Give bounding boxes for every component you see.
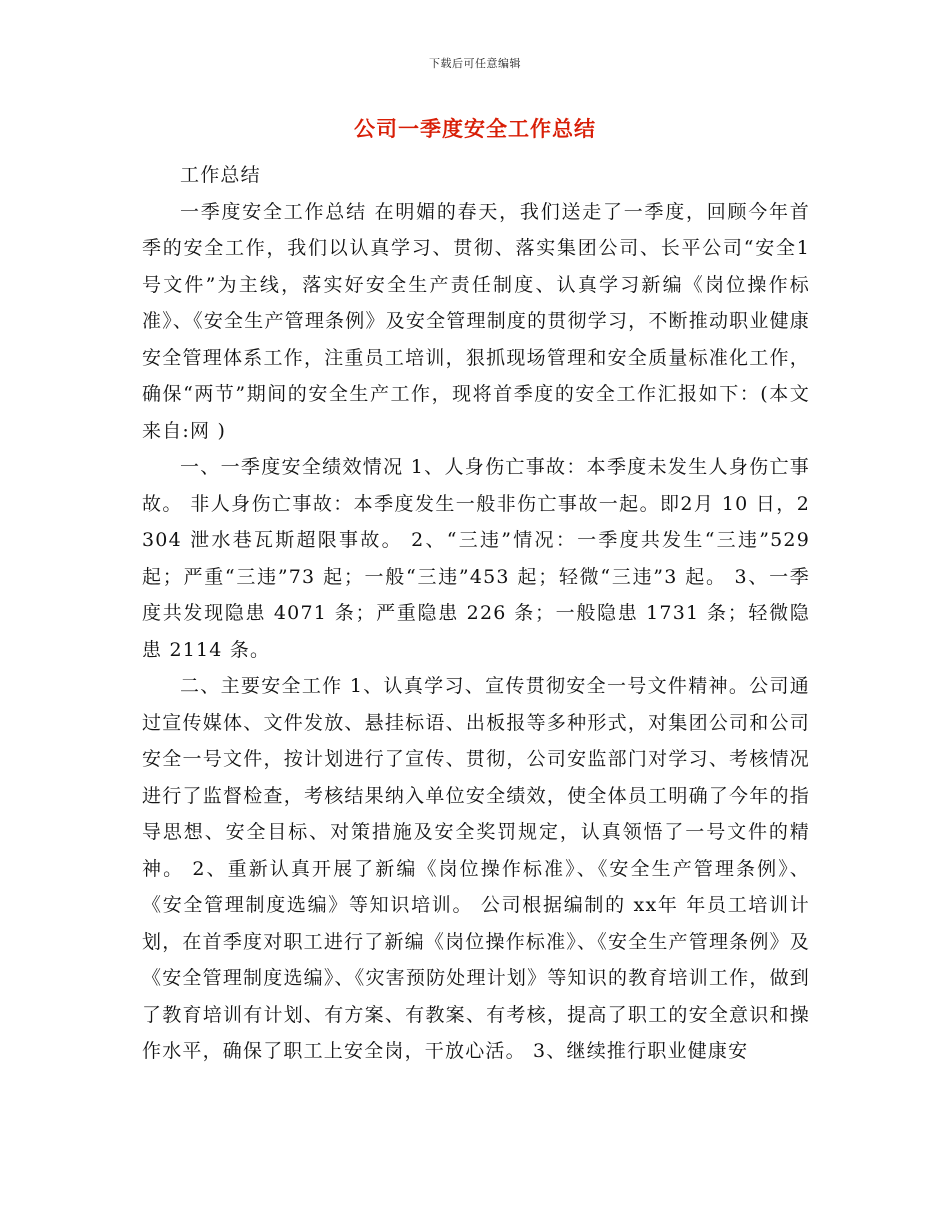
paragraph-main-work: 二、主要安全工作 1、认真学习、宣传贯彻安全一号文件精神。公司通过宣传媒体、文件发放、悬挂标语、出板报等多种形式，对集团公司和公司安全一号文件，按计划进行了宣传、贯彻，公司安监部门对学习、考核情况进行了监督检查，考核结果纳入单位安全绩效，使全体员工明确了今年的指导思想、安全目标、对策措施及安全奖罚规定，认真领悟了一号文件的精神。 2、重新认真开展了新编《岗位操作标准》、《安全生产管理条例》、《安全管理制度选编》等知识培训。 公司根据编制的 xx年 年员工培训计划，在首季度对职工进行了新编《岗位操作标准》、《安全生产管理条例》及《安全管理制度选编》、《灾害预防处理计划》等知识的教育培训工作，做到了教育培训有计划、有方案、有教案、有考核，提高了职工的安全意识和操作水平，确保了职工上安全岗，干放心活。 3、继续推行职业健康安 bbox=[142, 675, 810, 1062]
section-label: 工作总结 bbox=[180, 164, 261, 186]
paragraph-intro: 一季度安全工作总结 在明媚的春天，我们送走了一季度，回顾今年首季的安全工作，我们以认真学习、贯彻、落实集团公司、长平公司“安全1 号文件”为主线，落实好安全生产责任制度、认真学习新编《岗位操作标准》、《安全生产管理条例》及安全管理制度的贯彻学习，不断推动职业健康安全管理体系工作，注重员工培训，狠抓现场管理和安全质量标准化工作，确保“两节”期间的安全生产工作，现将首季度的安全工作汇报如下：(本文来自:网 ) bbox=[142, 200, 810, 442]
document-title: 公司一季度安全工作总结 bbox=[354, 116, 596, 141]
header-note: 下载后可任意编辑 bbox=[429, 57, 521, 70]
document-body bbox=[142, 157, 810, 1070]
paragraph-performance: 一、一季度安全绩效情况 1、人身伤亡事故：本季度未发生人身伤亡事故。 非人身伤亡事故：本季度发生一般非伤亡事故一起。即2月 10 日，2304 泄水巷瓦斯超限事故。 2、“三违”情况：一季度共发生“三违”529 起；严重“三违”73 起；一般“三违”453 起；轻微“三违”3 起。 3、一季度共发现隐患 4071 条；严重隐患 226 条；一般隐患 1731 条；轻微隐患 2114 条。 bbox=[142, 456, 810, 661]
